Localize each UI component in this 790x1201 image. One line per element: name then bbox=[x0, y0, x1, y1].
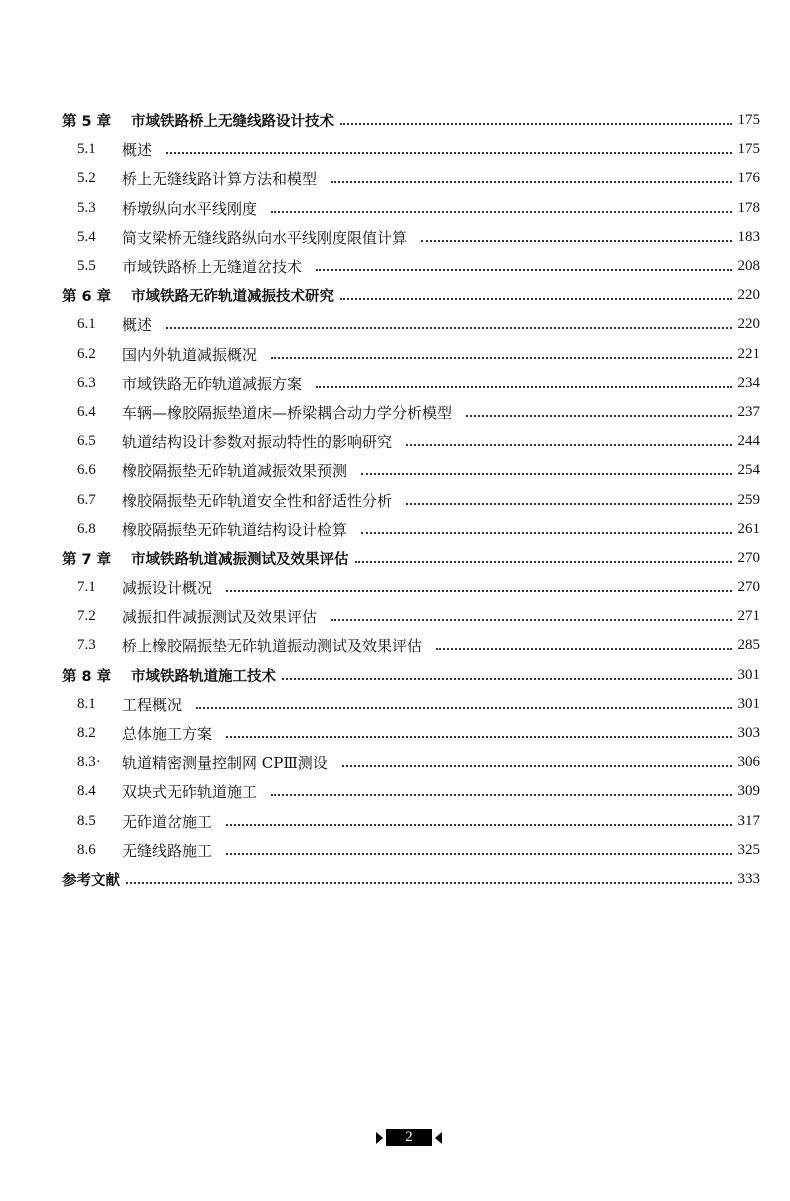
entry-page-number: 270 bbox=[737, 579, 760, 596]
entry-number: 8.3· bbox=[77, 754, 101, 771]
toc-section-entry[interactable] bbox=[62, 223, 760, 252]
triangle-left-icon bbox=[435, 1132, 442, 1144]
entry-title: 桥上橡胶隔振垫无砟轨道振动测试及效果评估 bbox=[122, 637, 423, 656]
dot-leader bbox=[166, 312, 731, 329]
toc-section-entry[interactable] bbox=[62, 836, 760, 865]
entry-title: 市域铁路桥上无缝道岔技术 bbox=[122, 258, 303, 277]
dot-leader bbox=[342, 750, 732, 767]
entry-title: 市域铁路桥上无缝线路设计技术 bbox=[131, 114, 334, 131]
entry-page-number: 183 bbox=[737, 228, 760, 245]
dot-leader bbox=[340, 108, 732, 125]
entry-number: 第 6 章 bbox=[62, 289, 112, 306]
table-of-contents bbox=[62, 106, 760, 894]
dot-leader bbox=[196, 692, 731, 709]
entry-title: 桥墩纵向水平线刚度 bbox=[122, 199, 258, 218]
dot-leader bbox=[331, 166, 731, 183]
toc-section-entry[interactable] bbox=[62, 631, 760, 660]
toc-section-entry[interactable] bbox=[62, 573, 760, 602]
entry-number: 第 7 章 bbox=[62, 551, 112, 568]
entry-number: 6.4 bbox=[77, 403, 96, 420]
toc-section-entry[interactable] bbox=[62, 164, 760, 193]
dot-leader bbox=[436, 633, 731, 650]
entry-page-number: 175 bbox=[737, 141, 760, 158]
dot-leader bbox=[226, 575, 731, 592]
toc-chapter-entry[interactable] bbox=[62, 661, 760, 690]
dot-leader bbox=[226, 838, 731, 855]
dot-leader bbox=[166, 137, 731, 154]
entry-title: 市域铁路轨道施工技术 bbox=[131, 668, 276, 685]
entry-number: 5.3 bbox=[77, 199, 96, 216]
toc-section-entry[interactable] bbox=[62, 340, 760, 369]
entry-number: 6.6 bbox=[77, 462, 96, 479]
dot-leader bbox=[406, 488, 731, 505]
entry-number: 5.4 bbox=[77, 228, 96, 245]
entry-page-number: 309 bbox=[737, 783, 760, 800]
entry-number: 6.5 bbox=[77, 433, 96, 450]
dot-leader bbox=[331, 604, 731, 621]
toc-chapter-entry[interactable] bbox=[62, 544, 760, 573]
toc-section-entry[interactable] bbox=[62, 807, 760, 836]
toc-section-entry[interactable] bbox=[62, 310, 760, 339]
entry-title: 国内外轨道减振概况 bbox=[122, 345, 258, 364]
dot-leader bbox=[271, 196, 731, 213]
dot-leader bbox=[316, 371, 731, 388]
toc-section-entry[interactable] bbox=[62, 748, 760, 777]
entry-title: 橡胶隔振垫无砟轨道结构设计检算 bbox=[122, 520, 348, 539]
dot-leader bbox=[282, 663, 732, 680]
entry-page-number: 301 bbox=[737, 695, 760, 712]
toc-chapter-entry[interactable] bbox=[62, 106, 760, 135]
entry-title: 简支梁桥无缝线路纵向水平线刚度限值计算 bbox=[122, 228, 408, 247]
toc-section-entry[interactable] bbox=[62, 427, 760, 456]
dot-leader bbox=[271, 779, 731, 796]
page-number: 2 bbox=[386, 1129, 432, 1146]
entry-title: 总体施工方案 bbox=[122, 725, 213, 744]
entry-number: 6.8 bbox=[77, 520, 96, 537]
entry-page-number: 333 bbox=[737, 870, 760, 887]
dot-leader bbox=[340, 283, 732, 300]
dot-leader bbox=[226, 809, 731, 826]
entry-number: 8.4 bbox=[77, 783, 96, 800]
entry-number: 5.5 bbox=[77, 258, 96, 275]
entry-title: 概述 bbox=[122, 141, 153, 160]
entry-title: 工程概况 bbox=[122, 695, 183, 714]
entry-page-number: 221 bbox=[737, 345, 760, 362]
entry-number: 8.5 bbox=[77, 812, 96, 829]
toc-section-entry[interactable] bbox=[62, 777, 760, 806]
dot-leader bbox=[271, 342, 731, 359]
entry-page-number: 175 bbox=[737, 112, 760, 129]
entry-title: 市域铁路无砟轨道减振方案 bbox=[122, 374, 303, 393]
entry-page-number: 178 bbox=[737, 199, 760, 216]
entry-title: 无缝线路施工 bbox=[122, 841, 213, 860]
entry-number: 7.3 bbox=[77, 637, 96, 654]
entry-number: 6.3 bbox=[77, 374, 96, 391]
entry-number: 6.7 bbox=[77, 491, 96, 508]
entry-page-number: 306 bbox=[737, 754, 760, 771]
dot-leader bbox=[316, 254, 731, 271]
entry-number: 8.2 bbox=[77, 725, 96, 742]
entry-title: 概述 bbox=[122, 316, 153, 335]
entry-page-number: 237 bbox=[737, 403, 760, 420]
entry-title: 双块式无砟轨道施工 bbox=[122, 783, 258, 802]
entry-number: 8.1 bbox=[77, 695, 96, 712]
entry-title: 车辆—橡胶隔振垫道床—桥梁耦合动力学分析模型 bbox=[122, 403, 453, 422]
dot-leader bbox=[361, 517, 731, 534]
entry-title: 市域铁路无砟轨道减振技术研究 bbox=[131, 289, 334, 306]
entry-page-number: 220 bbox=[737, 316, 760, 333]
triangle-right-icon bbox=[376, 1132, 383, 1144]
entry-title: 无砟道岔施工 bbox=[122, 812, 213, 831]
entry-page-number: 244 bbox=[737, 433, 760, 450]
entry-number: 7.1 bbox=[77, 579, 96, 596]
entry-page-number: 301 bbox=[737, 666, 760, 683]
entry-page-number: 208 bbox=[737, 258, 760, 275]
toc-section-entry[interactable] bbox=[62, 369, 760, 398]
entry-title: 轨道精密测量控制网 CPⅢ测设 bbox=[122, 754, 328, 773]
entry-number: 6.1 bbox=[77, 316, 96, 333]
entry-title: 减振扣件减振测试及效果评估 bbox=[122, 608, 318, 627]
toc-section-entry[interactable] bbox=[62, 194, 760, 223]
dot-leader bbox=[226, 721, 731, 738]
toc-section-entry[interactable] bbox=[62, 456, 760, 485]
entry-page-number: 234 bbox=[737, 374, 760, 391]
dot-leader bbox=[466, 400, 731, 417]
entry-page-number: 270 bbox=[737, 549, 760, 566]
entry-page-number: 259 bbox=[737, 491, 760, 508]
dot-leader bbox=[421, 225, 731, 242]
entry-page-number: 317 bbox=[737, 812, 760, 829]
entry-number: 第 5 章 bbox=[62, 114, 112, 131]
entry-page-number: 254 bbox=[737, 462, 760, 479]
dot-leader bbox=[355, 546, 732, 563]
entry-number: 5.2 bbox=[77, 170, 96, 187]
toc-section-entry[interactable] bbox=[62, 398, 760, 427]
dot-leader bbox=[361, 458, 731, 475]
entry-title: 桥上无缝线路计算方法和模型 bbox=[122, 170, 318, 189]
toc-section-entry[interactable] bbox=[62, 690, 760, 719]
toc-section-entry[interactable] bbox=[62, 515, 760, 544]
toc-chapter-entry[interactable] bbox=[62, 865, 760, 894]
toc-section-entry[interactable] bbox=[62, 719, 760, 748]
entry-title: 市域铁路轨道减振测试及效果评估 bbox=[131, 551, 349, 568]
entry-title: 轨道结构设计参数对振动特性的影响研究 bbox=[122, 433, 393, 452]
entry-title: 参考文献 bbox=[62, 872, 120, 889]
entry-page-number: 285 bbox=[737, 637, 760, 654]
entry-page-number: 271 bbox=[737, 608, 760, 625]
toc-section-entry[interactable] bbox=[62, 602, 760, 631]
entry-page-number: 220 bbox=[737, 287, 760, 304]
toc-section-entry[interactable] bbox=[62, 135, 760, 164]
entry-title: 橡胶隔振垫无砟轨道减振效果预测 bbox=[122, 462, 348, 481]
entry-number: 8.6 bbox=[77, 841, 96, 858]
entry-page-number: 325 bbox=[737, 841, 760, 858]
entry-title: 橡胶隔振垫无砟轨道安全性和舒适性分析 bbox=[122, 491, 393, 510]
dot-leader bbox=[406, 429, 731, 446]
dot-leader bbox=[126, 867, 732, 884]
page-footer bbox=[376, 1129, 442, 1146]
toc-chapter-entry[interactable] bbox=[62, 281, 760, 310]
entry-title: 减振设计概况 bbox=[122, 579, 213, 598]
entry-number: 第 8 章 bbox=[62, 668, 112, 685]
entry-page-number: 176 bbox=[737, 170, 760, 187]
entry-page-number: 261 bbox=[737, 520, 760, 537]
entry-page-number: 303 bbox=[737, 725, 760, 742]
toc-section-entry[interactable] bbox=[62, 252, 760, 281]
entry-number: 5.1 bbox=[77, 141, 96, 158]
entry-number: 6.2 bbox=[77, 345, 96, 362]
toc-section-entry[interactable] bbox=[62, 485, 760, 514]
entry-number: 7.2 bbox=[77, 608, 96, 625]
